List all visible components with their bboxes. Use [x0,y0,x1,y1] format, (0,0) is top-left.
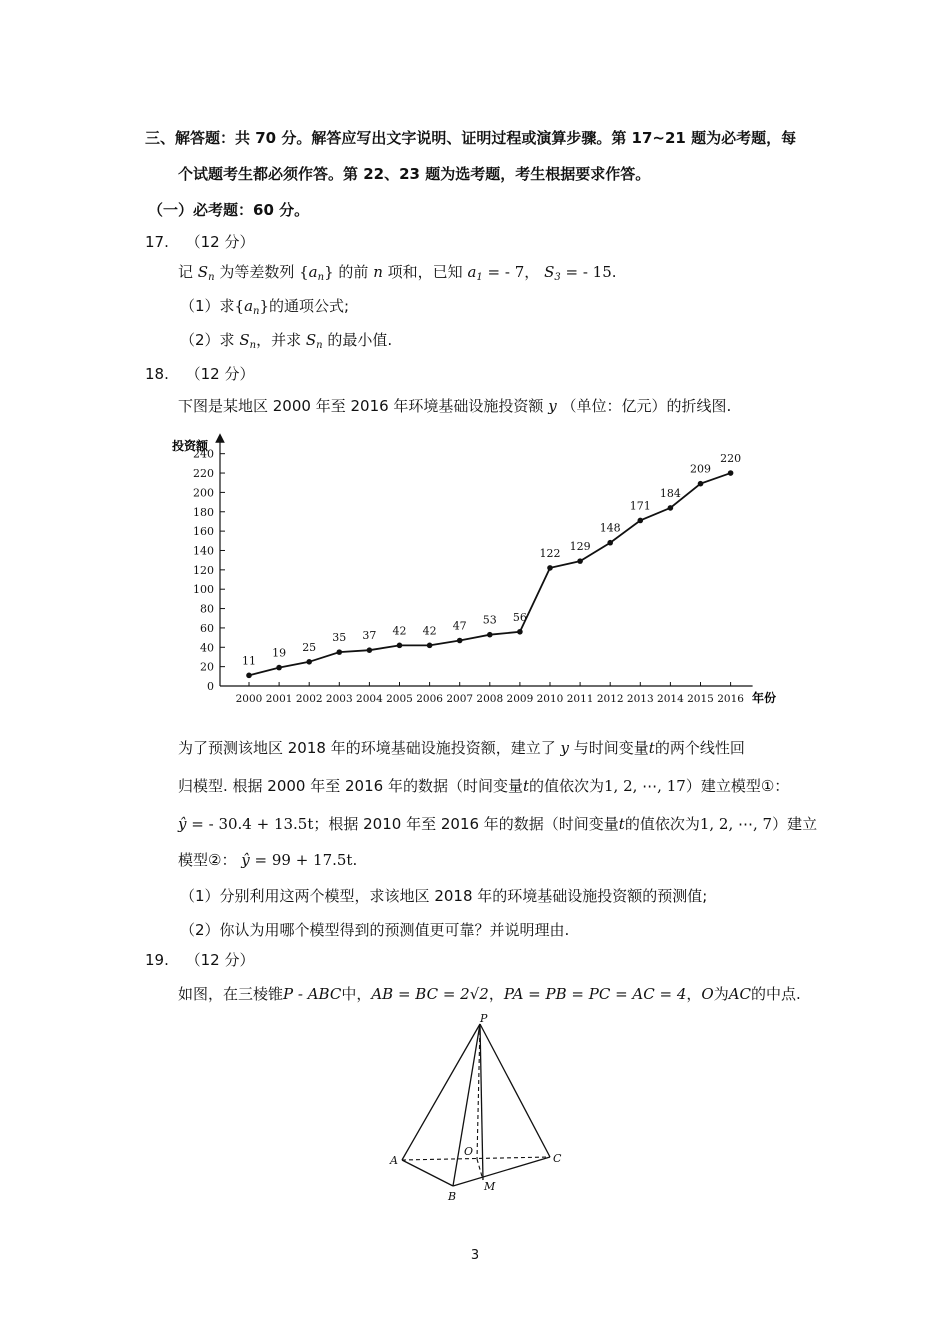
x-tick-label: 2003 [325,693,353,705]
x-tick-label: 2015 [687,693,714,705]
data-label: 209 [690,462,711,476]
q17-stem-mid2: 的前 [338,263,369,281]
q17-header [145,232,255,252]
edge-bc [453,1157,550,1186]
y-tick-label: 100 [193,583,214,597]
data-label: 129 [569,540,591,554]
required-part-heading: （一）必考题：60 分。 [148,201,310,219]
q17-end: . [611,263,617,281]
x-tick-label: 2013 [626,693,654,705]
data-point [367,647,373,653]
q17-a1: $a_1$ [467,263,483,283]
q19-number: 19. [145,951,169,969]
q17-part1-seq: $\{a_n\}$ [234,297,270,317]
data-label: 53 [482,613,497,627]
q17-s3: $S_3$ [544,263,561,283]
q18-para1-y: y [560,739,569,757]
q18-model2: = 99 + 17.5t [254,851,353,869]
y-tick-label: 160 [193,525,214,539]
q17-part2-sn2: $S_n$ [305,331,323,351]
y-tick-label: 220 [193,467,214,481]
q18-para2-t: t [522,777,529,795]
q18-intro-pre: 下图是某地区 2000 年至 2016 年环境基础设施投资额 [178,397,544,415]
q17-part2-pre: （2）求 [180,331,235,349]
data-point [547,565,553,571]
chart-xlabel: 年份 [752,691,777,705]
q17-part1 [180,296,349,322]
q17-part1-post: 的通项公式; [269,297,350,315]
q17-number: 17. [145,233,169,251]
q17-stem-mid1: 为等差数列 [219,263,295,281]
q19-point-o: O [701,985,714,1003]
q18-intro-var: y [548,397,557,415]
q18-yhat1: ŷ [178,815,187,833]
data-label: 148 [599,521,621,535]
q17-points: （12 分） [185,233,255,251]
q19-stem-b: 中， [341,985,372,1003]
y-tick-label: 0 [207,680,214,693]
q18-model1: = - 30.4 + 13.5t [191,815,314,833]
data-point [638,518,644,524]
y-tick-label: 80 [200,602,214,616]
q17-an-seq: $\{a_n\}$ [299,263,334,283]
y-tick-label: 240 [193,447,214,461]
label-o: O [464,1145,474,1158]
q18-yhat2: ŷ [241,851,250,869]
data-label: 42 [422,624,437,638]
y-tick-label: 20 [200,660,214,674]
data-point [337,649,343,655]
label-b: B [448,1190,457,1203]
chart-ylabel: 投资额 [172,439,209,453]
q19-header [145,950,255,970]
q18-para2-a: 归模型. 根据 2000 年至 2016 年的数据（时间变量 [178,777,523,795]
q19-stem-c: ， [686,985,702,1003]
q18-intro [178,396,731,416]
q18-para1 [178,738,745,758]
data-point [427,643,433,649]
data-point [246,673,252,679]
y-tick-label: 40 [200,641,214,655]
q19-segment-ac: AC [728,985,752,1003]
x-tick-label: 2007 [446,693,474,705]
q17-stem-pre: 记 [178,263,194,281]
x-tick-label: 2009 [506,693,534,705]
chart-series [242,452,741,678]
y-tick-label: 140 [193,544,214,558]
data-point [607,540,613,546]
data-label: 42 [392,624,407,638]
q19-points: （12 分） [185,951,255,969]
q19-cond1: AB = BC = 2√2 [371,985,489,1003]
edge-pc [480,1024,550,1157]
data-label: 37 [362,629,377,643]
x-tick-label: 2016 [717,693,744,705]
q18-para2-c: ）建立模型①： [685,777,790,795]
data-point [487,632,493,638]
x-tick-label: 2005 [386,693,413,705]
q19-stem-d: 为 [713,985,729,1003]
investment-line-chart [160,430,800,715]
chart-axes [220,438,753,686]
q18-para3-c: ）建立 [772,815,818,833]
q17-cond1: = - 7 [487,263,525,281]
data-point [668,505,674,511]
q18-part2: （2）你认为用哪个模型得到的预测值更可靠？并说明理由. [180,921,570,939]
series-line [249,473,731,675]
data-point [728,470,734,476]
q18-para1-t: t [648,739,655,757]
data-label: 184 [659,486,681,500]
y-tick-label: 60 [200,621,214,635]
data-label: 11 [242,654,256,668]
q17-sn: $S_n$ [197,263,215,283]
page-number: 3 [470,1248,480,1263]
q19-stem-a: 如图，在三棱锥 [178,985,284,1003]
label-a: A [390,1154,398,1167]
y-tick-label: 120 [193,563,214,577]
q19-cond2: PA = PB = PC = AC = 4 [503,985,687,1003]
x-tick-label: 2010 [536,693,564,705]
q18-para4-end: . [352,851,358,869]
edge-po [477,1024,480,1159]
y-tick-label: 180 [193,505,214,519]
q19-sep: ， [488,985,504,1003]
label-p: P [480,1012,488,1025]
data-point [517,629,523,635]
q17-part2-post: 的最小值. [327,331,393,349]
q18-para3-t: t [618,815,625,833]
q18-para2-seq: 1, 2, ⋯, 17 [604,777,686,795]
data-label: 47 [452,619,467,633]
q17-part1-pre: （1）求 [180,297,235,315]
q17-cond2: = - 15 [565,263,612,281]
q19-pyramid: P - ABC [283,985,342,1003]
section-heading-line1: 三、解答题：共 70 分。解答应写出文字说明、证明过程或演算步骤。第 17~21 题为必考题，每 [145,129,797,147]
q17-n: n [373,263,383,281]
x-tick-label: 2004 [356,693,383,705]
x-tick-label: 2001 [265,693,293,705]
data-point [276,665,282,671]
data-label: 56 [512,610,527,624]
q17-stem [178,262,617,288]
x-tick-label: 2006 [416,693,443,705]
label-m: M [484,1180,496,1193]
x-tick-label: 2012 [596,693,624,705]
q18-para2 [178,776,789,796]
data-label: 35 [332,631,347,645]
data-label: 220 [720,452,742,466]
data-point [397,643,403,649]
label-c: C [553,1152,562,1165]
section-heading-line2: 个试题考生都必须作答。第 22、23 题为选考题，考生根据要求作答。 [178,165,651,183]
q17-stem-mid3: 项和，已知 [387,263,463,281]
q17-part2 [180,330,392,356]
q18-para1-a: 为了预测该地区 2018 年的环境基础设施投资额，建立了 [178,739,556,757]
q18-para2-b: 的值依次为 [529,777,605,795]
data-label: 19 [272,646,287,660]
data-point [577,558,583,564]
q18-part1: （1）分别利用这两个模型，求该地区 2018 年的环境基础设施投资额的预测值; [180,887,708,905]
y-tick-label: 200 [193,486,214,500]
q18-para3 [178,814,817,834]
q17-sep: ， [524,263,540,281]
q19-stem-e: 的中点. [751,985,801,1003]
q18-para3-seq: 1, 2, ⋯, 7 [699,815,773,833]
q17-part2-mid: ，并求 [256,331,302,349]
x-tick-label: 2002 [295,693,323,705]
q18-para3-b: 的值依次为 [624,815,700,833]
data-point [306,659,312,665]
q18-points: （12 分） [185,365,255,383]
q18-para3-a: ；根据 2010 年至 2016 年的数据（时间变量 [313,815,619,833]
data-point [457,638,463,644]
q19-stem [178,984,801,1004]
q18-para4 [178,850,357,870]
q18-intro-post: （单位：亿元）的折线图. [561,397,732,415]
x-tick-label: 2000 [235,693,263,705]
edge-pm [480,1024,483,1180]
q18-header [145,364,255,384]
edge-ab [402,1160,453,1186]
q18-number: 18. [145,365,169,383]
x-tick-label: 2008 [476,693,504,705]
x-tick-label: 2011 [566,693,594,705]
q18-para1-c: 的两个线性回 [654,739,745,757]
data-label: 25 [302,640,317,654]
edge-ac [402,1157,550,1160]
data-point [698,481,704,487]
pyramid-figure [380,1010,580,1205]
q18-para4-a: 模型②： [178,851,237,869]
data-label: 171 [629,499,651,513]
x-tick-label: 2014 [657,693,684,705]
data-label: 122 [539,546,561,560]
q17-part2-sn1: $S_n$ [239,331,257,351]
q18-para1-b: 与时间变量 [573,739,649,757]
